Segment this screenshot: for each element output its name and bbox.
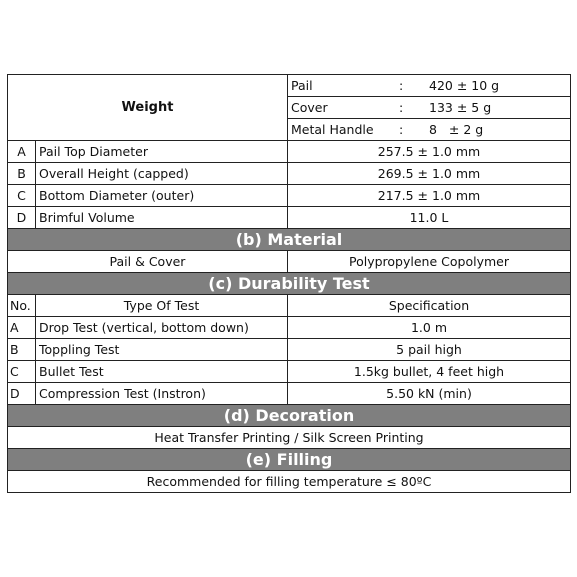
- dimension-value: 269.5 ± 1.0 mm: [288, 163, 571, 185]
- durability-type: Bullet Test: [36, 361, 288, 383]
- filling-text: Recommended for filling temperature ≤ 80ºC: [8, 471, 571, 493]
- weight-item-value: 8 ± 2 g: [429, 121, 484, 137]
- durability-row: [8, 317, 571, 339]
- decoration-section-header: [8, 405, 571, 427]
- decoration-text: Heat Transfer Printing / Silk Screen Printing: [8, 427, 571, 449]
- durability-row: [8, 361, 571, 383]
- dimension-row: [8, 141, 571, 163]
- dimension-letter: B: [8, 163, 36, 185]
- dimension-row: [8, 163, 571, 185]
- dimension-label: Pail Top Diameter: [36, 141, 288, 163]
- dimension-letter: A: [8, 141, 36, 163]
- durability-spec: 5 pail high: [288, 339, 571, 361]
- weight-item-name: Metal Handle: [291, 121, 374, 137]
- durability-no: A: [8, 317, 36, 339]
- decoration-row: [8, 427, 571, 449]
- durability-section-header: [8, 273, 571, 295]
- dimension-label: Bottom Diameter (outer): [36, 185, 288, 207]
- material-section-header: [8, 229, 571, 251]
- weight-label: Weight: [8, 75, 288, 141]
- weight-colon: :: [399, 99, 404, 115]
- filling-title: (e) Filling: [8, 449, 571, 471]
- durability-spec: 1.5kg bullet, 4 feet high: [288, 361, 571, 383]
- durability-no: D: [8, 383, 36, 405]
- durability-row: [8, 339, 571, 361]
- durability-type: Drop Test (vertical, bottom down): [36, 317, 288, 339]
- column-header-no: No.: [8, 295, 36, 317]
- durability-type: Compression Test (Instron): [36, 383, 288, 405]
- weight-item-value: 420 ± 10 g: [429, 77, 500, 93]
- dimension-value: 257.5 ± 1.0 mm: [288, 141, 571, 163]
- dimension-label: Brimful Volume: [36, 207, 288, 229]
- material-value: Polypropylene Copolymer: [288, 251, 571, 273]
- weight-colon: :: [399, 121, 404, 137]
- column-header-spec: Specification: [288, 295, 571, 317]
- dimension-value: 11.0 L: [288, 207, 571, 229]
- durability-title: (c) Durability Test: [8, 273, 571, 295]
- durability-type: Toppling Test: [36, 339, 288, 361]
- dimension-row: [8, 207, 571, 229]
- durability-spec: 5.50 kN (min): [288, 383, 571, 405]
- durability-no: C: [8, 361, 36, 383]
- weight-cover-cell: [288, 97, 571, 119]
- durability-row: [8, 383, 571, 405]
- dimension-letter: C: [8, 185, 36, 207]
- durability-spec: 1.0 m: [288, 317, 571, 339]
- material-label: Pail & Cover: [8, 251, 288, 273]
- weight-item-name: Cover: [291, 99, 328, 115]
- durability-header-row: [8, 295, 571, 317]
- dimension-letter: D: [8, 207, 36, 229]
- dimension-label: Overall Height (capped): [36, 163, 288, 185]
- dimension-value: 217.5 ± 1.0 mm: [288, 185, 571, 207]
- weight-item-value: 133 ± 5 g: [429, 99, 492, 115]
- filling-section-header: [8, 449, 571, 471]
- weight-item-name: Pail: [291, 77, 313, 93]
- filling-row: [8, 471, 571, 493]
- decoration-title: (d) Decoration: [8, 405, 571, 427]
- durability-no: B: [8, 339, 36, 361]
- weight-handle-cell: [288, 119, 571, 141]
- material-row: [8, 251, 571, 273]
- weight-pail-cell: [288, 75, 571, 97]
- column-header-type: Type Of Test: [36, 295, 288, 317]
- weight-row-pail: [8, 75, 571, 97]
- specification-table: [7, 74, 571, 493]
- dimension-row: [8, 185, 571, 207]
- material-title: (b) Material: [8, 229, 571, 251]
- weight-colon: :: [399, 77, 404, 93]
